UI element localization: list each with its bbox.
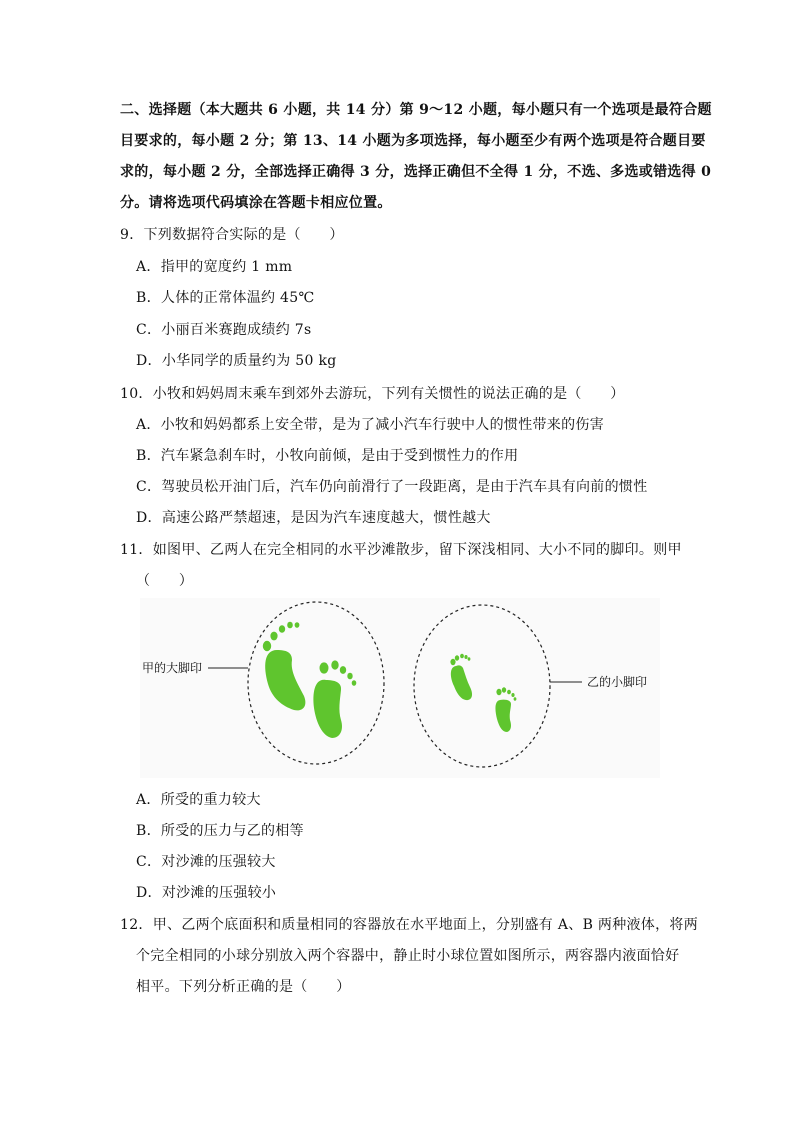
question-9-option-c: C．小丽百米赛跑成绩约 7s	[136, 322, 312, 338]
question-9-option-d: D．小华同学的质量约为 50 kg	[136, 353, 337, 369]
small-footprint-2	[495, 687, 516, 732]
question-10-option-b: B．汽车紧急刹车时，小牧向前倾，是由于受到惯性力的作用	[136, 448, 519, 464]
section-header-line-2: 目要求的，每小题 2 分；第 13、14 小题为多项选择，每小题至少有两个选项是符合题目要	[120, 133, 706, 149]
small-footprint-1	[450, 654, 472, 700]
question-11-option-b: B．所受的压力与乙的相等	[136, 823, 304, 839]
question-10-option-a: A．小牧和妈妈都系上安全带，是为了减小汽车行驶中人的惯性带来的伤害	[136, 417, 605, 433]
question-11-option-c: C．对沙滩的压强较大	[136, 854, 276, 870]
question-11-stem-line-2: （ ）	[136, 573, 194, 589]
section-header-line-4: 分。请将选项代码填涂在答题卡相应位置。	[120, 195, 392, 211]
question-12-stem-line-1: 12．甲、乙两个底面积和质量相同的容器放在水平地面上，分别盛有 A、B 两种液体，将两	[120, 917, 699, 933]
question-11-option-a: A．所受的重力较大	[136, 792, 261, 808]
footprints-figure	[140, 598, 660, 778]
question-9-option-b: B．人体的正常体温约 45℃	[136, 290, 315, 306]
footprints-svg	[140, 598, 660, 778]
question-12-stem-line-3: 相平。下列分析正确的是（ ）	[136, 979, 351, 995]
question-9-stem: 9．下列数据符合实际的是（ ）	[120, 227, 344, 243]
question-10-stem: 10．小牧和妈妈周末乘车到郊外去游玩，下列有关惯性的说法正确的是（ ）	[120, 386, 625, 402]
question-12-stem-line-2: 个完全相同的小球分别放入两个容器中，静止时小球位置如图所示，两容器内液面恰好	[136, 948, 680, 964]
question-11-stem-line-1: 11．如图甲、乙两人在完全相同的水平沙滩散步，留下深浅相同、大小不同的脚印。则甲	[120, 542, 682, 558]
section-header-line-3: 求的，每小题 2 分，全部选择正确得 3 分，选择正确但不全得 1 分，不选、多选或错选得 0	[120, 164, 712, 180]
question-11-option-d: D．对沙滩的压强较小	[136, 885, 277, 901]
left-footprint-label: 甲的大脚印	[142, 661, 203, 675]
large-footprint-1	[263, 622, 306, 711]
question-10-option-d: D．高速公路严禁超速，是因为汽车速度越大，惯性越大	[136, 510, 491, 526]
small-footprint-circle	[414, 605, 550, 767]
right-footprint-label: 乙的小脚印	[587, 675, 648, 689]
question-9-option-a: A．指甲的宽度约 1 mm	[136, 259, 293, 275]
section-header-line-1: 二、选择题（本大题共 6 小题，共 14 分）第 9～12 小题，每小题只有一个选项是最符合题	[120, 102, 712, 118]
large-footprint-2	[313, 660, 356, 738]
question-10-option-c: C．驾驶员松开油门后，汽车仍向前滑行了一段距离，是由于汽车具有向前的惯性	[136, 479, 648, 495]
